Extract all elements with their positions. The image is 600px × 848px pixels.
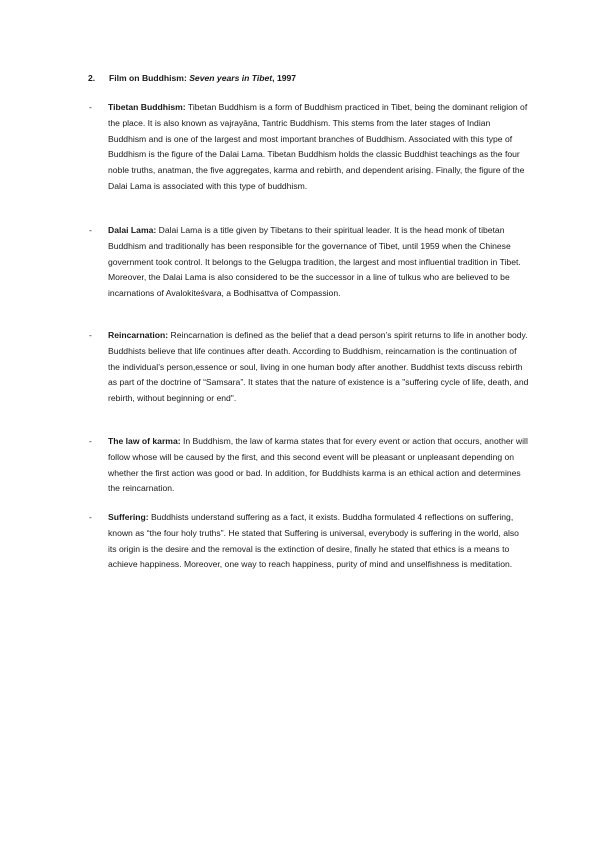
list-item-body xyxy=(108,223,529,302)
list-item-dalai-lama xyxy=(89,223,529,302)
list-item-tibetan-buddhism xyxy=(89,100,529,195)
list-item-reincarnation xyxy=(89,328,529,407)
list-item-text: Reincarnation is defined as the belief that a dead person’s spirit returns to life in another body. Buddhists believe that life continues after death. According to Buddhism, reincarnation is the continuation of the individual’s person,essence or soul, living in one human body after another. Buddhist texts discuss rebirth as part of the doctrine of “Samsara”. It states that the nature of existence is a "suffering cycle of life, death, and rebirth, without beginning or end". xyxy=(108,330,529,404)
list-item-body xyxy=(108,510,529,573)
heading-year: , 1997 xyxy=(272,73,297,83)
heading-prefix: Film on Buddhism: xyxy=(109,73,190,83)
list-item-text: Buddhists understand suffering as a fact, it exists. Buddha formulated 4 reflections on suffering, known as “the four holy truths”. He stated that Suffering is universal, everybody is suffering in the world, also its origin is the desire and the removal is the extinction of desire, finally he stated that ethics is a means to achieve happiness. Moreover, one way to reach happiness, purity of mind and unselfishness is meditation. xyxy=(108,512,519,570)
list-item-body xyxy=(108,100,529,195)
section-heading xyxy=(88,73,296,83)
list-item-text: In Buddhism, the law of karma states that for every event or action that occurs, another will follow whose will be caused by the first, and this second event will be pleasant or unpleasant depending on whether the first action was good or bad. In addition, for Buddhists karma is an ethical action and determines the reincarnation. xyxy=(108,436,528,494)
film-title: Seven years in Tibet xyxy=(189,73,273,83)
section-number: 2. xyxy=(88,73,96,83)
list-item-text: Tibetan Buddhism is a form of Buddhism practiced in Tibet, being the dominant religion of the place. It is also known as vajrayāna, Tantric Buddhism. This stems from the later stages of Indian Buddhism and is one of the largest and most important branches of Buddhism. Associated with this type of Buddhism is the figure of the Dalai Lama. Tibetan Buddhism holds the classic Buddhist teachings as the four noble truths, anatman, the five aggregates, karma and rebirth, and dependent arising. Finally, the figure of the Dalai Lama is associated with this type of buddhism. xyxy=(108,102,528,191)
list-item-term: The law of karma: xyxy=(108,436,181,446)
list-item-body xyxy=(108,328,529,407)
list-item-term: Suffering: xyxy=(108,512,149,522)
list-bullet: - xyxy=(89,225,92,235)
list-bullet: - xyxy=(89,330,92,340)
list-item-term: Dalai Lama: xyxy=(108,225,157,235)
list-bullet: - xyxy=(89,102,92,112)
list-item-term: Reincarnation: xyxy=(108,330,169,340)
list-item-body xyxy=(108,434,529,497)
list-item-suffering xyxy=(89,510,529,573)
list-item-term: Tibetan Buddhism: xyxy=(108,102,186,112)
list-item-text: Dalai Lama is a title given by Tibetans to their spiritual leader. It is the head monk of tibetan Buddhism and traditionally has been responsible for the governance of Tibet, until 1959 when the Chinese government took control. It belongs to the Gelugpa tradition, the largest and most influential tradition in Tibet. Moreover, the Dalai Lama is also considered to be the successor in a line of tulkus who are believed to be incarnations of Avalokiteśvara, a Bodhisattva of Compassion. xyxy=(108,225,521,299)
list-bullet: - xyxy=(89,512,92,522)
list-bullet: - xyxy=(89,436,92,446)
list-item-law-of-karma xyxy=(89,434,529,497)
